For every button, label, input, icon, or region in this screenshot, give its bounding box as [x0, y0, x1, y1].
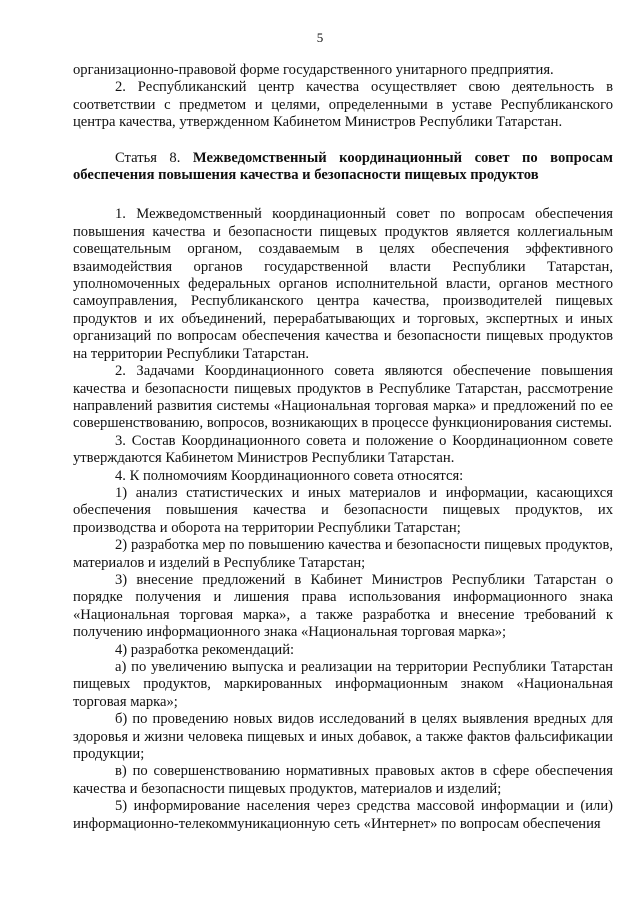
list-item: 2) разработка мер по повышению качества и безопасности пищевых продуктов, материалов и изделий в Республике Татарстан;: [73, 537, 613, 571]
list-item: в) по совершенствованию нормативных правовых актов в сфере обеспечения качества и безопасности пищевых продуктов, материалов и изделий;: [73, 763, 613, 797]
article-label: Статья 8.: [115, 149, 181, 166]
list-item: а) по увеличению выпуска и реализации на территории Республики Татарстан пищевых продуктов, маркированных информационным знаком «Национальная торговая марка»;: [73, 659, 613, 710]
paragraph: 2. Задачами Координационного совета являются обеспечение повышения качества и безопасности пищевых продуктов в Республике Татарстан, рассмотрение направлений развития системы «Национальная торговая марка» и предложений по ее совершенствованию, вопросов, возникающих в процессе функционирования системы.: [73, 363, 613, 432]
page-number: 5: [316, 30, 324, 45]
list-item: 4) разработка рекомендаций:: [115, 641, 295, 658]
document-body: [73, 62, 613, 833]
list-item: 3) внесение предложений в Кабинет Министров Республики Татарстан о порядке получения и лишения права использования информационного знака «Национальная торговая марка», а также разработка и внесение требований к получению информационного знака «Национальная торговая марка»;: [73, 571, 613, 641]
list-item: б) по проведению новых видов исследований в целях выявления вредных для здоровья и жизни человека пищевых и иных добавок, а также фактов фальсификации продукции;: [73, 711, 613, 763]
list-item: 5) информирование населения через средства массовой информации и (или) информационно-телекоммуникационную сеть «Интернет» по вопросам обеспечения: [73, 798, 613, 832]
paragraph: 3. Состав Координационного совета и положение о Координационном совете утверждаются Кабинетом Министров Республики Татарстан.: [73, 432, 613, 467]
paragraph: 2. Республиканский центр качества осуществляет свою деятельность в соответствии с предметом и целями, определенными в уставе Республиканского центра качества, утвержденном Кабинетом Министров Республики Татарстан.: [73, 79, 613, 131]
paragraph: 4. К полномочиям Координационного совета относятся:: [115, 467, 464, 484]
article-title: Межведомственный координационный совет по вопросам обеспечения повышения качества и безопасности пищевых продуктов: [73, 149, 613, 184]
paragraph: организационно-правовой форме государственного унитарного предприятия.: [73, 62, 554, 78]
list-item: 1) анализ статистических и иных материалов и информации, касающихся обеспечения повышения качества и безопасности пищевых продуктов, их производства и оборота на территории Республики Татарстан;: [73, 484, 613, 536]
paragraph: 1. Межведомственный координационный совет по вопросам обеспечения повышения качества и безопасности пищевых продуктов является коллегиальным совещательным органом, создаваемым в целях обеспечения эффективного взаимодействия органов государственной власти Республики Татарстан, уполномоченных федеральных органов исполнительной власти, органов местного самоуправления, Республиканского центра качества, производителей пищевых продуктов и их объединений, перерабатывающих и торговых, экспертных и иных организаций по вопросам обеспечения качества и безопасности пищевых продуктов на территории Республики Татарстан.: [73, 206, 613, 362]
article-heading: [73, 150, 613, 185]
